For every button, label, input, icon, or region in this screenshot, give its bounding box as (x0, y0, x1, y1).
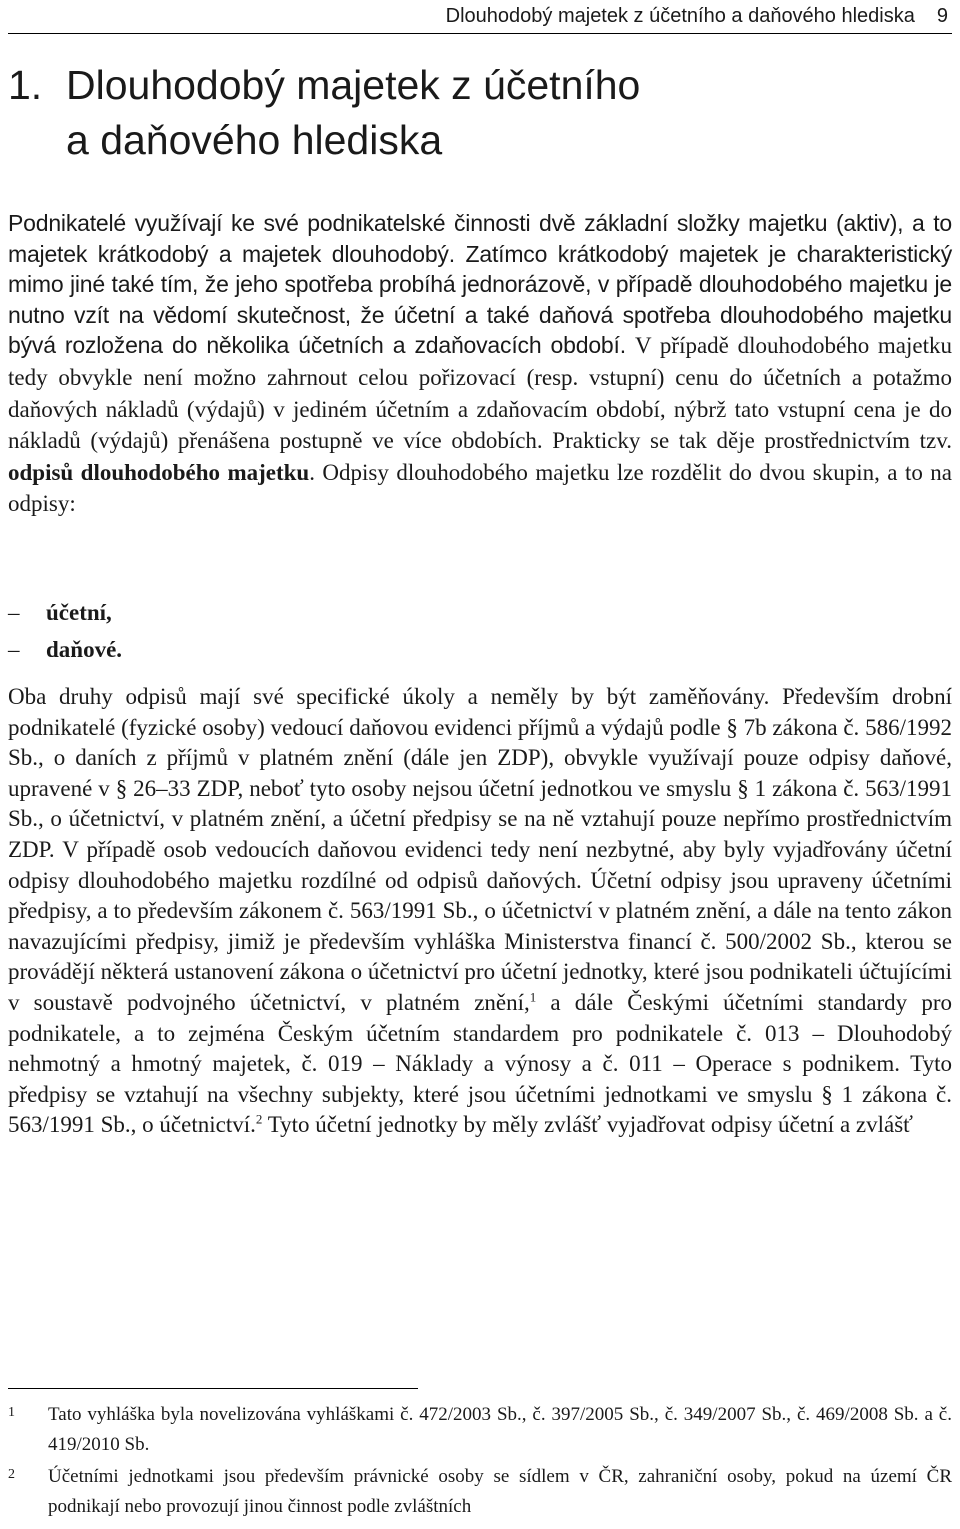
footnote-number: 2 (8, 1467, 15, 1482)
running-title: Dlouhodobý majetek z účetního a daňového hlediska (445, 5, 915, 27)
list-item (8, 631, 952, 668)
page-number: 9 (936, 5, 948, 27)
list-item (8, 594, 952, 631)
intro-paragraph (8, 208, 952, 520)
footnote-number: 1 (8, 1405, 15, 1420)
bold-term: odpisů dlouhodobého majetku (8, 459, 310, 485)
chapter-title-line2: a daňového hlediska (66, 117, 443, 163)
body-text-a: Oba druhy odpisů mají své specifické úkoly a neměly by být zaměňovány. Především drobní podnikatelé (fyzické osoby) vedoucí daňovou evidenci příjmů a výdajů podle § 7b zákona č. 586/1992 Sb., o daních z příjmů v platném znění (dále jen ZDP), obvykle využívají pouze odpisy daňové, upravené v § 26–33 ZDP, neboť tyto osoby nejsou účetní jednotkou ve smyslu § 1 zákona č. 563/1991 Sb., o účetnictví, v platném znění, a účetní předpisy se na ně vztahují pouze nepřímo prostřednictvím ZDP. V případě osob vedoucích daňovou evidenci tedy není nezbytné, aby byly vyjadřovány účetní odpisy dlouhodobého majetku rozdílné od odpisů daňových. Účetní odpisy jsou upraveny účetními předpisy, a to především zákonem č. 563/1991 Sb., o účetnictví v platném znění, a dále na tento zákon navazujícími předpisy, jimiž je především vyhláška Ministerstva financí č. 500/2002 Sb., kterou se provádějí některá ustanovení zákona o účetnictví pro účetní jednotky, které jsou podnikateli účtujícími v soustavě podvojného účetnictví, v platném znění, (8, 684, 952, 1015)
footnote-separator (8, 1388, 418, 1389)
list-item-text: daňové. (46, 637, 123, 662)
running-header (8, 0, 952, 34)
body-paragraph (8, 682, 952, 1141)
body-text-c: Tyto účetní jednotky by měly zvlášť vyjadřovat odpisy účetní a zvlášť (262, 1112, 913, 1138)
intro-text-a: Podnikatelé využívají ke své podnikatelské činnosti dvě základní složky majetku (aktiv), a to majetek krátkodobý a majetek dlouhodobý. Zatímco krátkodobý majetek je charakteristický mimo jiné také tím, že jeho spotřeba probíhá jednorázově, v případě dlouhodobého majetku je nutno vzít na vědomí skutečnost, že účetní a také daňová spotřeba dlouhodobého majetku bývá rozložena do několika účetních a zdaňovacích období. (8, 210, 952, 359)
chapter-title (8, 58, 952, 168)
chapter-number: 1. (8, 62, 43, 108)
body-text-b: a dále Českými účetními standardy pro podnikatele, a to zejména Českým účetním standardem pro podnikatele č. 013 – Dlouhodobý nehmotný a hmotný majetek, č. 019 – Náklady a výnosy a č. 011 – Operace s podnikem. Tyto předpisy se vztahují na všechny subjekty, které jsou účetními jednotkami ve smyslu § 1 zákona č. 563/1991 Sb., o účetnictví. (8, 989, 952, 1138)
depreciation-types-list (8, 594, 952, 668)
footnote-text: Účetními jednotkami jsou především právnické osoby se sídlem v ČR, zahraniční osoby, pokud na území ČR podnikají nebo provozují jinou činnost podle zvláštních (48, 1466, 952, 1517)
list-item-text: účetní, (46, 600, 112, 625)
footnote-ref-2[interactable]: 2 (255, 1111, 263, 1127)
intro-text-c: . Odpisy dlouhodobého majetku lze rozdělit do dvou skupin, a to na odpisy: (8, 459, 952, 517)
list-dash: – (8, 637, 20, 662)
intro-text-b: V případě dlouhodobého majetku tedy obvykle není možno zahrnout celou pořizovací (resp. vstupní) cenu do účetních a potažmo daňových nákladů (výdajů) v jediném účetním a zdaňovacím období, nýbrž tato vstupní cena je do nákladů (výdajů) přenášena postupně ve více obdobích. Prakticky se tak děje prostřednictvím tzv. (8, 333, 952, 454)
chapter-title-line1: Dlouhodobý majetek z účetního (66, 62, 641, 108)
footnote-text: Tato vyhláška byla novelizována vyhláškami č. 472/2003 Sb., č. 397/2005 Sb., č. 349/2007 Sb., č. 469/2008 Sb. a č. 419/2010 Sb. (48, 1404, 952, 1455)
list-dash: – (8, 600, 20, 625)
footnote (8, 1462, 952, 1522)
footnote-ref-1[interactable]: 1 (529, 989, 537, 1005)
footnote (8, 1400, 952, 1460)
